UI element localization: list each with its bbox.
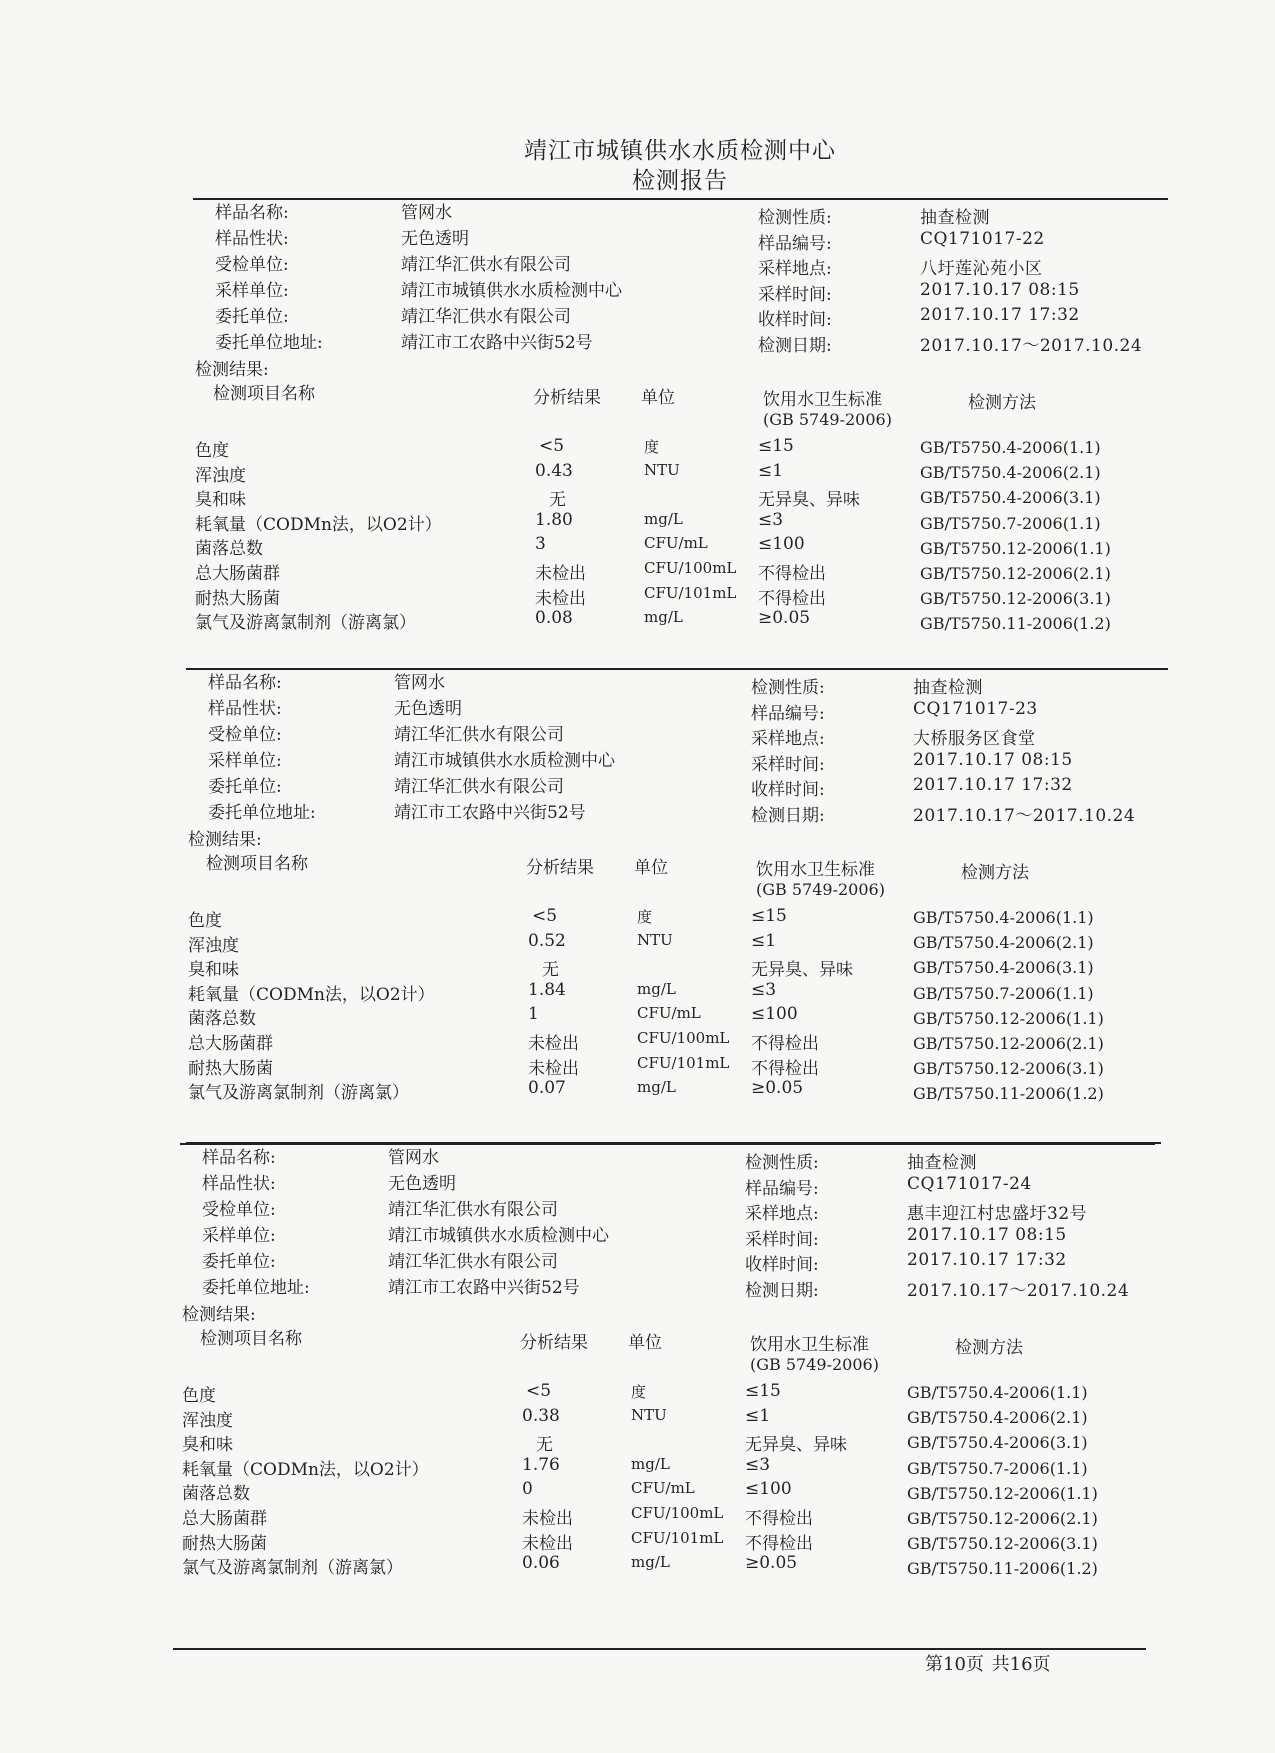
receiving-time-value: 2017.10.17 17:32 (913, 775, 1073, 795)
item-name: 色度 (182, 1386, 216, 1406)
sampling-unit-label: 采样单位: (202, 1226, 276, 1246)
analysis-result: 1.84 (528, 979, 566, 1000)
sampling-site-value: 八圩莲沁苑小区 (920, 259, 1043, 279)
report-top-rule (186, 668, 1161, 670)
standard-limit: ≥0.05 (758, 608, 811, 629)
test-method: GB/T5750.12-2006(2.1) (913, 1034, 1104, 1053)
sampling-site-label: 采样地点: (758, 259, 832, 279)
test-method: GB/T5750.4-2006(1.1) (913, 908, 1094, 927)
sampling-unit-value: 靖江市城镇供水水质检测中心 (388, 1226, 609, 1246)
client-address-value: 靖江市工农路中兴街52号 (388, 1278, 580, 1298)
standard-limit: ≤100 (745, 1479, 792, 1500)
analysis-result: 未检出 (528, 1058, 579, 1079)
unit: 度 (644, 438, 660, 456)
column-header-standard: 饮用水卫生标准 (756, 860, 875, 880)
table-row (186, 931, 1161, 957)
receiving-time-label: 收样时间: (745, 1255, 819, 1275)
results-label: 检测结果: (195, 360, 269, 380)
column-header-result: 分析结果 (520, 1333, 588, 1353)
analysis-result: 未检出 (528, 1034, 579, 1054)
item-name: 菌落总数 (188, 1009, 256, 1030)
analysis-result: 0 (522, 1479, 533, 1500)
receiving-time-label: 收样时间: (751, 780, 825, 800)
table-row (180, 1430, 1155, 1456)
item-name: 浑浊度 (188, 935, 239, 956)
standard-limit: ≥0.05 (751, 1078, 804, 1099)
sampling-time-value: 2017.10.17 08:15 (913, 749, 1073, 770)
sample-name-value: 管网水 (388, 1148, 439, 1168)
report-block (180, 1143, 1155, 1613)
test-method: GB/T5750.12-2006(2.1) (920, 564, 1111, 583)
item-name: 菌落总数 (182, 1484, 250, 1505)
sample-state-label: 样品性状: (202, 1174, 276, 1194)
test-nature-value: 抽查检测 (913, 678, 983, 698)
test-method: GB/T5750.4-2006(3.1) (907, 1433, 1088, 1453)
page-number: 第10页 共16页 (925, 1654, 1051, 1675)
receiving-time-value: 2017.10.17 17:32 (907, 1250, 1067, 1270)
column-header-standard-ref: (GB 5749-2006) (756, 880, 885, 899)
table-row (193, 485, 1168, 511)
unit: NTU (631, 1405, 667, 1424)
item-name: 色度 (188, 911, 222, 931)
sample-state-value: 无色透明 (388, 1174, 456, 1194)
table-row (180, 1553, 1155, 1579)
test-method: GB/T5750.12-2006(3.1) (920, 589, 1111, 609)
test-method: GB/T5750.4-2006(3.1) (920, 488, 1101, 508)
table-row (193, 584, 1168, 610)
report-top-rule (180, 1143, 1155, 1145)
standard-limit: ≤3 (758, 509, 784, 530)
sampling-time-value: 2017.10.17 08:15 (920, 279, 1080, 300)
standard-limit: ≤15 (758, 436, 794, 456)
table-row (193, 608, 1168, 634)
sampling-time-label: 采样时间: (751, 754, 825, 775)
column-header-item: 检测项目名称 (213, 384, 315, 404)
test-method: GB/T5750.12-2006(1.1) (907, 1483, 1098, 1503)
sampling-site-label: 采样地点: (745, 1204, 819, 1224)
test-method: GB/T5750.11-2006(1.2) (920, 614, 1111, 634)
item-name: 氯气及游离氯制剂（游离氯） (195, 613, 416, 634)
unit: CFU/101mL (631, 1528, 724, 1547)
test-nature-label: 检测性质: (758, 208, 832, 228)
item-name: 氯气及游离氯制剂（游离氯） (188, 1083, 409, 1104)
table-row (186, 1054, 1161, 1080)
analysis-result: 未检出 (522, 1509, 573, 1529)
sample-name-label: 样品名称: (208, 673, 282, 693)
analysis-result: <5 (539, 436, 565, 456)
test-nature-label: 检测性质: (745, 1153, 819, 1173)
test-method: GB/T5750.4-2006(1.1) (920, 438, 1101, 457)
client-address-value: 靖江市工农路中兴街52号 (394, 803, 586, 823)
sample-state-label: 样品性状: (208, 699, 282, 719)
document-subtitle: 检测报告 (632, 168, 728, 194)
item-name: 总大肠菌群 (182, 1509, 267, 1529)
item-name: 耐热大肠菌 (182, 1533, 267, 1554)
item-name: 耗氧量（CODMn法，以O2计） (195, 514, 442, 535)
standard-limit: ≤3 (745, 1454, 771, 1475)
table-row (193, 510, 1168, 536)
sample-no-value: CQ171017-23 (913, 698, 1038, 719)
item-name: 耐热大肠菌 (188, 1058, 273, 1079)
client-address-label: 委托单位地址: (202, 1278, 310, 1298)
inspected-unit-value: 靖江华汇供水有限公司 (401, 255, 571, 275)
sample-name-value: 管网水 (401, 203, 452, 223)
client-address-label: 委托单位地址: (208, 803, 316, 823)
table-row (180, 1529, 1155, 1555)
client-unit-label: 委托单位: (215, 307, 289, 327)
standard-limit: 不得检出 (745, 1509, 813, 1529)
unit: CFU/mL (637, 1004, 701, 1023)
table-row (193, 461, 1168, 487)
sampling-time-label: 采样时间: (758, 284, 832, 305)
column-header-unit: 单位 (628, 1333, 662, 1353)
unit: mg/L (644, 509, 683, 528)
client-unit-value: 靖江华汇供水有限公司 (401, 307, 571, 327)
item-name: 耐热大肠菌 (195, 588, 280, 609)
item-name: 总大肠菌群 (195, 564, 280, 584)
column-header-unit: 单位 (634, 858, 668, 878)
test-method: GB/T5750.11-2006(1.2) (907, 1559, 1098, 1579)
standard-limit: 不得检出 (751, 1034, 819, 1054)
table-row (180, 1455, 1155, 1481)
table-row (180, 1504, 1155, 1530)
column-header-standard-ref: (GB 5749-2006) (763, 410, 892, 429)
report-block (193, 198, 1168, 670)
test-method: GB/T5750.4-2006(2.1) (907, 1408, 1088, 1428)
column-header-standard-ref: (GB 5749-2006) (750, 1355, 879, 1374)
sampling-site-value: 大桥服务区食堂 (913, 729, 1036, 749)
table-row (186, 1004, 1161, 1030)
unit: mg/L (631, 1454, 670, 1473)
standard-limit: ≤3 (751, 979, 777, 1000)
sample-no-label: 样品编号: (751, 703, 825, 724)
unit: 度 (637, 908, 653, 926)
document-title: 靖江市城镇供水水质检测中心 (524, 138, 836, 164)
report-top-rule (193, 198, 1168, 200)
standard-limit: ≤15 (751, 906, 787, 926)
analysis-result: 0.07 (528, 1078, 566, 1099)
column-header-method: 检测方法 (955, 1338, 1023, 1358)
unit: CFU/100mL (644, 559, 737, 577)
test-method: GB/T5750.12-2006(3.1) (913, 1059, 1104, 1079)
unit: CFU/101mL (637, 1053, 730, 1072)
sampling-time-value: 2017.10.17 08:15 (907, 1224, 1067, 1245)
unit: mg/L (637, 979, 676, 998)
table-row (193, 534, 1168, 560)
client-unit-label: 委托单位: (208, 777, 282, 797)
table-row (186, 1078, 1161, 1104)
standard-limit: ≤100 (751, 1004, 798, 1025)
sampling-time-label: 采样时间: (745, 1229, 819, 1250)
client-unit-value: 靖江华汇供水有限公司 (388, 1252, 558, 1272)
item-name: 臭和味 (182, 1435, 233, 1456)
analysis-result: <5 (532, 906, 558, 926)
results-label: 检测结果: (188, 830, 262, 850)
inspected-unit-value: 靖江华汇供水有限公司 (388, 1200, 558, 1220)
analysis-result: 1.80 (535, 509, 573, 530)
analysis-result: 0.52 (528, 930, 566, 951)
analysis-result: 未检出 (535, 588, 586, 609)
standard-limit: 无异臭、异味 (745, 1435, 847, 1456)
table-row (193, 436, 1168, 462)
table-row (180, 1406, 1155, 1432)
analysis-result: 未检出 (535, 564, 586, 584)
item-name: 臭和味 (195, 490, 246, 511)
inspected-unit-label: 受检单位: (215, 255, 289, 275)
standard-limit: 不得检出 (758, 588, 826, 609)
test-date-label: 检测日期: (751, 805, 825, 826)
client-address-value: 靖江市工农路中兴街52号 (401, 333, 593, 353)
column-header-method: 检测方法 (961, 863, 1029, 883)
sample-state-label: 样品性状: (215, 229, 289, 249)
standard-limit: ≤100 (758, 534, 805, 555)
column-header-method: 检测方法 (968, 393, 1036, 413)
column-header-item: 检测项目名称 (200, 1329, 302, 1349)
inspected-unit-label: 受检单位: (202, 1200, 276, 1220)
column-header-standard: 饮用水卫生标准 (763, 390, 882, 410)
table-row (186, 1029, 1161, 1055)
column-header-result: 分析结果 (526, 858, 594, 878)
standard-limit: ≤1 (745, 1405, 771, 1426)
test-method: GB/T5750.4-2006(2.1) (913, 933, 1094, 953)
inspected-unit-label: 受检单位: (208, 725, 282, 745)
unit: mg/L (637, 1078, 676, 1097)
item-name: 氯气及游离氯制剂（游离氯） (182, 1558, 403, 1579)
test-method: GB/T5750.12-2006(1.1) (913, 1008, 1104, 1028)
column-header-result: 分析结果 (533, 388, 601, 408)
item-name: 色度 (195, 441, 229, 461)
sampling-unit-value: 靖江市城镇供水水质检测中心 (401, 281, 622, 301)
receiving-time-value: 2017.10.17 17:32 (920, 305, 1080, 325)
standard-limit: ≤1 (758, 460, 784, 481)
standard-limit: 不得检出 (758, 564, 826, 584)
analysis-result: 1 (528, 1004, 539, 1025)
standard-limit: ≤1 (751, 930, 777, 951)
test-method: GB/T5750.4-2006(2.1) (920, 463, 1101, 483)
column-header-item: 检测项目名称 (206, 854, 308, 874)
unit: NTU (644, 460, 680, 479)
standard-limit: 无异臭、异味 (758, 490, 860, 511)
table-row (186, 906, 1161, 932)
standard-limit: 不得检出 (745, 1533, 813, 1554)
table-row (186, 955, 1161, 981)
unit: CFU/100mL (631, 1504, 724, 1522)
table-row (180, 1381, 1155, 1407)
test-method: GB/T5750.12-2006(3.1) (907, 1534, 1098, 1554)
test-nature-value: 抽查检测 (907, 1153, 977, 1173)
test-nature-label: 检测性质: (751, 678, 825, 698)
sampling-unit-value: 靖江市城镇供水水质检测中心 (394, 751, 615, 771)
standard-limit: 无异臭、异味 (751, 960, 853, 981)
inspected-unit-value: 靖江华汇供水有限公司 (394, 725, 564, 745)
analysis-result: 无 (542, 960, 559, 981)
item-name: 菌落总数 (195, 539, 263, 560)
item-name: 耗氧量（CODMn法，以O2计） (188, 984, 435, 1005)
test-method: GB/T5750.7-2006(1.1) (913, 983, 1094, 1003)
sample-name-label: 样品名称: (202, 1148, 276, 1168)
sampling-site-label: 采样地点: (751, 729, 825, 749)
test-method: GB/T5750.11-2006(1.2) (913, 1084, 1104, 1104)
sample-name-label: 样品名称: (215, 203, 289, 223)
table-row (186, 980, 1161, 1006)
column-header-unit: 单位 (641, 388, 675, 408)
test-method: GB/T5750.7-2006(1.1) (907, 1458, 1088, 1478)
unit: CFU/101mL (644, 583, 737, 602)
test-method: GB/T5750.4-2006(3.1) (913, 958, 1094, 978)
report-block (186, 668, 1161, 1144)
table-row (193, 559, 1168, 585)
unit: CFU/mL (631, 1479, 695, 1498)
sampling-unit-label: 采样单位: (215, 281, 289, 301)
sample-state-value: 无色透明 (394, 699, 462, 719)
receiving-time-label: 收样时间: (758, 310, 832, 330)
standard-limit: ≤15 (745, 1381, 781, 1401)
client-address-label: 委托单位地址: (215, 333, 323, 353)
analysis-result: 0.08 (535, 608, 573, 629)
test-method: GB/T5750.7-2006(1.1) (920, 513, 1101, 533)
analysis-result: 0.38 (522, 1405, 560, 1426)
unit: mg/L (631, 1553, 670, 1572)
test-method: GB/T5750.12-2006(1.1) (920, 538, 1111, 558)
sample-state-value: 无色透明 (401, 229, 469, 249)
results-label: 检测结果: (182, 1305, 256, 1325)
client-unit-value: 靖江华汇供水有限公司 (394, 777, 564, 797)
unit: CFU/100mL (637, 1029, 730, 1047)
analysis-result: 无 (549, 490, 566, 511)
standard-limit: ≥0.05 (745, 1553, 798, 1574)
analysis-result: 3 (535, 534, 546, 555)
table-row (180, 1479, 1155, 1505)
test-nature-value: 抽查检测 (920, 208, 990, 228)
test-method: GB/T5750.12-2006(2.1) (907, 1509, 1098, 1528)
sample-no-label: 样品编号: (758, 233, 832, 254)
analysis-result: 无 (536, 1435, 553, 1456)
unit: 度 (631, 1383, 647, 1401)
client-unit-label: 委托单位: (202, 1252, 276, 1272)
item-name: 浑浊度 (182, 1410, 233, 1431)
test-date-value: 2017.10.17～2017.10.24 (907, 1280, 1130, 1301)
sampling-site-value: 惠丰迎江村忠盛圩32号 (907, 1204, 1088, 1224)
sample-name-value: 管网水 (394, 673, 445, 693)
item-name: 耗氧量（CODMn法，以O2计） (182, 1459, 429, 1480)
unit: mg/L (644, 608, 683, 627)
standard-limit: 不得检出 (751, 1058, 819, 1079)
analysis-result: 0.06 (522, 1553, 560, 1574)
analysis-result: <5 (526, 1381, 552, 1401)
sample-no-value: CQ171017-22 (920, 228, 1045, 249)
sample-no-value: CQ171017-24 (907, 1173, 1032, 1194)
test-date-label: 检测日期: (745, 1280, 819, 1301)
column-header-standard: 饮用水卫生标准 (750, 1335, 869, 1355)
item-name: 总大肠菌群 (188, 1034, 273, 1054)
analysis-result: 未检出 (522, 1533, 573, 1554)
analysis-result: 1.76 (522, 1454, 560, 1475)
item-name: 臭和味 (188, 960, 239, 981)
test-date-value: 2017.10.17～2017.10.24 (913, 805, 1136, 826)
sampling-unit-label: 采样单位: (208, 751, 282, 771)
sample-no-label: 样品编号: (745, 1178, 819, 1199)
test-date-value: 2017.10.17～2017.10.24 (920, 335, 1143, 356)
analysis-result: 0.43 (535, 460, 573, 481)
unit: CFU/mL (644, 534, 708, 553)
unit: NTU (637, 930, 673, 949)
item-name: 浑浊度 (195, 465, 246, 486)
test-date-label: 检测日期: (758, 335, 832, 356)
test-method: GB/T5750.4-2006(1.1) (907, 1383, 1088, 1402)
